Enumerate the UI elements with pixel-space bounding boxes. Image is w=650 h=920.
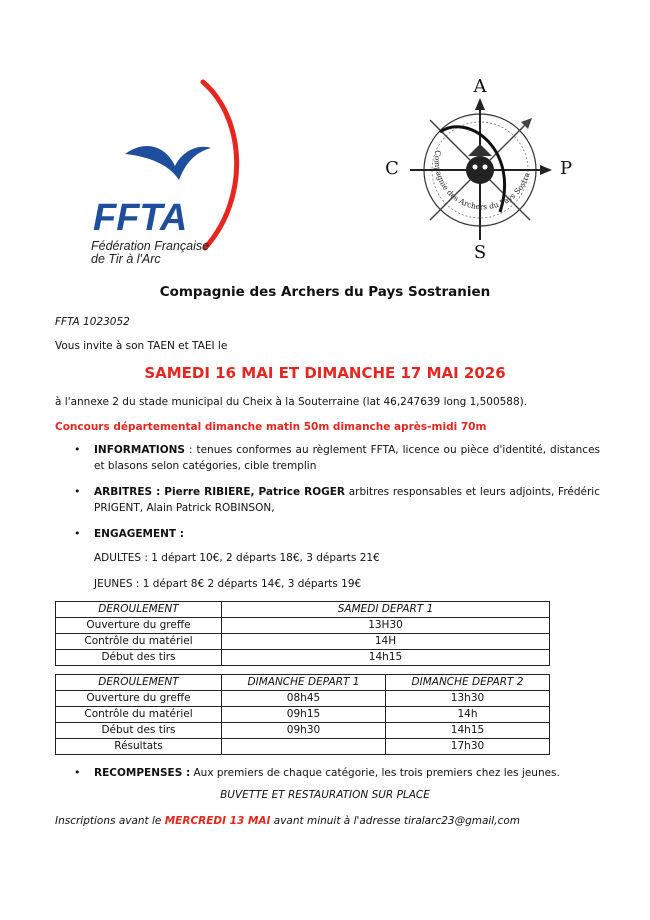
recompenses-item	[94, 765, 600, 781]
table-row	[56, 618, 550, 634]
arbitres-text: arbitres responsables et leurs adjoints, Frédéric PRIGENT, Alain Patrick ROBINSON,	[94, 486, 600, 514]
table-cell: Début des tirs	[56, 723, 222, 739]
table-header-row	[56, 675, 550, 691]
tarif-adultes: ADULTES : 1 départ 10€, 2 départs 18€, 3 départs 21€	[94, 552, 380, 564]
caps-letter-s: S	[473, 242, 487, 263]
inscriptions-deadline: MERCREDI 13 MAI	[164, 815, 271, 827]
caps-letter-p: P	[559, 158, 573, 179]
table-cell: 14H	[222, 634, 550, 650]
caps-logo	[380, 72, 580, 268]
arbitres-item	[94, 484, 600, 516]
bullet-dot: •	[74, 485, 81, 498]
schedule-table-saturday	[55, 601, 550, 666]
ffta-number: FFTA 1023052	[55, 316, 130, 328]
invite-text: Vous invite à son TAEN et TAEI le	[55, 340, 228, 352]
table-header-cell: SAMEDI DEPART 1	[222, 602, 550, 618]
event-dates: SAMEDI 16 MAI ET DIMANCHE 17 MAI 2026	[144, 364, 506, 382]
table-header-cell: DEROULEMENT	[56, 675, 222, 691]
recompenses-label: RECOMPENSES :	[94, 767, 191, 779]
inscriptions-before: Inscriptions avant le	[55, 815, 165, 827]
table-cell	[222, 739, 386, 755]
engagement-label: ENGAGEMENT :	[94, 528, 184, 540]
ffta-logo-graphic	[85, 78, 245, 264]
buvette-text: BUVETTE ET RESTAURATION SUR PLACE	[220, 789, 430, 801]
event-location: à l'annexe 2 du stade municipal du Cheix à la Souterraine (lat 46,247639 long 1,500588).	[55, 396, 528, 408]
table-cell: Contrôle du matériel	[56, 634, 222, 650]
table-row	[56, 707, 550, 723]
tarif-jeunes: JEUNES : 1 départ 8€ 2 départs 14€, 3 départs 19€	[94, 578, 362, 590]
table-cell: 14h15	[386, 723, 550, 739]
table-row	[56, 650, 550, 666]
ffta-logo	[85, 78, 245, 264]
informations-text: : tenues conformes au règlement FFTA, licence ou pièce d'identité, distances et blasons selon catégories, cible tremplin	[94, 444, 600, 472]
inscriptions-after: avant minuit à l'adresse tiralarc23@gmail,com	[270, 815, 520, 827]
bullet-dot: •	[74, 527, 81, 540]
table-header-cell: DIMANCHE DEPART 1	[222, 675, 386, 691]
recompenses-text: Aux premiers de chaque catégorie, les trois premiers chez les jeunes.	[190, 767, 560, 779]
caps-letter-c: C	[385, 158, 399, 179]
table-cell: 14h	[386, 707, 550, 723]
informations-label: INFORMATIONS	[94, 444, 185, 456]
bullet-dot: •	[74, 766, 81, 779]
inscriptions-text	[55, 815, 600, 827]
caps-logo-graphic	[380, 72, 580, 268]
informations-item	[94, 442, 600, 474]
concours-info: Concours départemental dimanche matin 50m dimanche après-midi 70m	[55, 421, 487, 433]
table-header-cell: DEROULEMENT	[56, 602, 222, 618]
caps-ring-text: Compagnie des Archers du Pays Sostra	[432, 149, 532, 212]
table-row	[56, 739, 550, 755]
table-cell: 08h45	[222, 691, 386, 707]
table-cell: Ouverture du greffe	[56, 618, 222, 634]
table-header-row	[56, 602, 550, 618]
bullet-dot: •	[74, 443, 81, 456]
ffta-line1: Fédération Française	[91, 239, 210, 253]
table-cell: 09h30	[222, 723, 386, 739]
table-cell: Début des tirs	[56, 650, 222, 666]
table-row	[56, 691, 550, 707]
caps-letter-a: A	[473, 76, 487, 97]
table-cell: Résultats	[56, 739, 222, 755]
table-cell: 13H30	[222, 618, 550, 634]
ffta-brand-text: FFTA	[93, 197, 188, 239]
table-cell: 14h15	[222, 650, 550, 666]
table-cell: 17h30	[386, 739, 550, 755]
table-row	[56, 723, 550, 739]
table-header-cell: DIMANCHE DEPART 2	[386, 675, 550, 691]
table-cell: 09h15	[222, 707, 386, 723]
arbitres-label: ARBITRES : Pierre RIBIERE, Patrice ROGER	[94, 486, 346, 498]
schedule-table-sunday	[55, 674, 550, 755]
table-cell: 13h30	[386, 691, 550, 707]
table-cell: Ouverture du greffe	[56, 691, 222, 707]
table-row	[56, 634, 550, 650]
organization-title: Compagnie des Archers du Pays Sostranien	[159, 284, 491, 300]
ffta-line2: de Tir à l'Arc	[91, 252, 161, 264]
table-cell: Contrôle du matériel	[56, 707, 222, 723]
engagement-item	[94, 526, 600, 542]
